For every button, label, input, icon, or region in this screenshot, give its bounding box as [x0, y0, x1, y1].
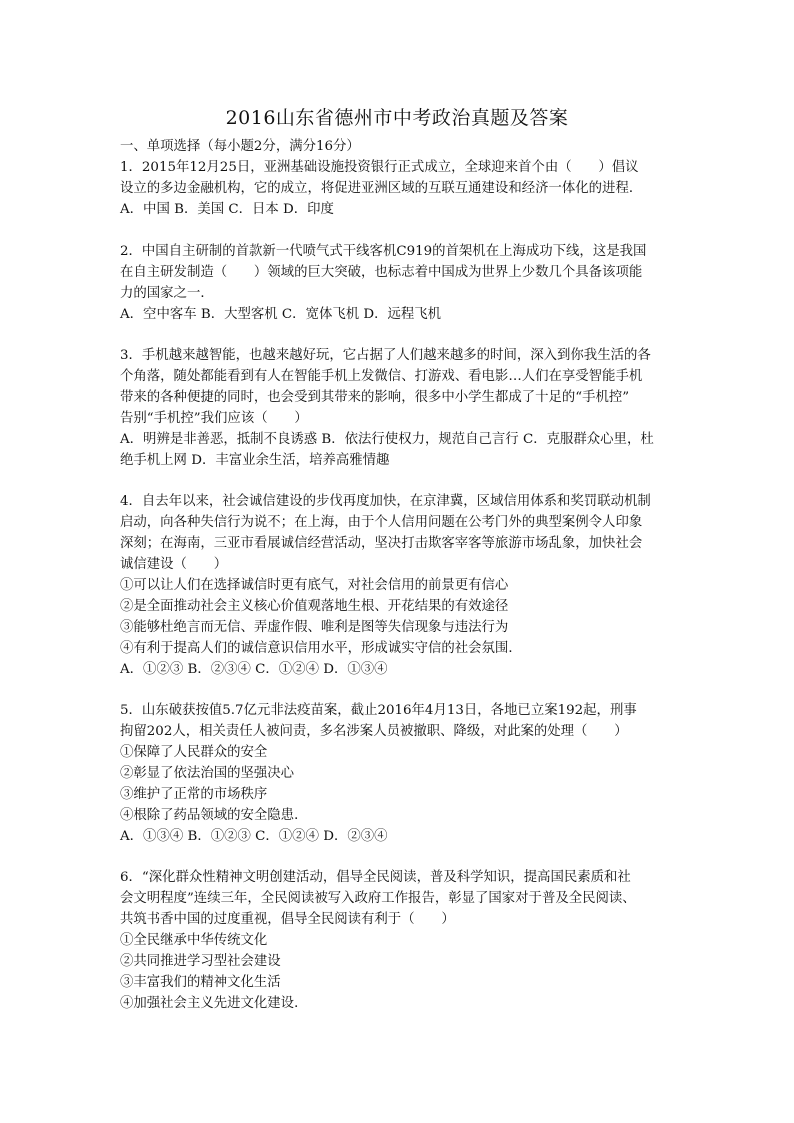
- section-heading: 一、单项选择（每小题2分，满分16分）: [120, 139, 360, 154]
- question-5-statement: ③维护了正常的市场秩序: [120, 787, 268, 802]
- question-3-options: 绝手机上网 D．丰富业余生活，培养高雅情趣: [120, 453, 390, 468]
- question-4-options: A．①②③ B．②③④ C．①②④ D．①③④: [120, 662, 388, 677]
- question-2-text: 在自主研发制造（ ）领域的巨大突破，也标志着中国成为世界上少数几个具备该项能: [120, 265, 643, 280]
- question-5-options: A．①③④ B．①②③ C．①②④ D．②③④: [120, 829, 388, 844]
- question-6-statement: ④加强社会主义先进文化建设．: [120, 996, 308, 1011]
- question-4-statement: ④有利于提高人们的诚信意识信用水平，形成诚实守信的社会氛围．: [120, 641, 522, 656]
- question-5-statement: ①保障了人民群众的安全: [120, 745, 268, 760]
- question-5-text: 拘留202人，相关责任人被问责，多名涉案人员被撤职、降级，对此案的处理（ ）: [120, 724, 628, 739]
- question-4-text: 启动，向各种失信行为说不；在上海，由于个人信用问题在公考门外的典型案例令人印象: [120, 515, 643, 530]
- question-2-text: 2．中国自主研制的首款新一代喷气式干线客机C919的首架机在上海成功下线，这是我国: [120, 244, 647, 259]
- question-1-text: 设立的多边金融机构，它的成立，将促进亚洲区域的互联互通建设和经济一体化的进程．: [120, 181, 643, 196]
- question-6-text: 6．“深化群众性精神文明创建活动，倡导全民阅读，普及科学知识，提高国民素质和社: [120, 870, 631, 885]
- question-6-statement: ②共同推进学习型社会建设: [120, 954, 281, 969]
- question-5-statement: ②彰显了依法治国的坚强决心: [120, 766, 295, 781]
- question-5-text: 5．山东破获按值5.7亿元非法疫苗案，截止2016年4月13日，各地已立案192起，刑事: [120, 703, 637, 718]
- question-4-text: 诚信建设（ ）: [120, 557, 228, 572]
- question-4-statement: ③能够杜绝言而无信、弄虚作假、唯利是图等失信现象与违法行为: [120, 620, 509, 635]
- page-title: 2016山东省德州市中考政治真题及答案: [225, 107, 569, 129]
- question-6-text: 共筑书香中国的过度重视，倡导全民阅读有利于（ ）: [120, 912, 455, 927]
- question-2-text: 力的国家之一．: [120, 286, 214, 301]
- question-4-statement: ①可以让人们在选择诚信时更有底气，对社会信用的前景更有信心: [120, 578, 509, 593]
- question-1-text: 1．2015年12月25日，亚洲基础设施投资银行正式成立，全球迎来首个由（ ）倡议: [120, 160, 639, 175]
- question-3-options: A．明辨是非善恶，抵制不良诱惑 B．依法行使权力，规范自己言行 C．克服群众心里，杜: [120, 432, 654, 447]
- question-6-statement: ①全民继承中华传统文化: [120, 933, 268, 948]
- question-1-options: A．中国 B．美国 C．日本 D．印度: [120, 202, 334, 217]
- question-4-text: 深刻；在海南，三亚市看展诚信经营活动，坚决打击欺客宰客等旅游市场乱象，加快社会: [120, 536, 643, 551]
- question-6-text: 会文明程度”连续三年，全民阅读被写入政府工作报告，彰显了国家对于普及全民阅读、: [120, 891, 636, 906]
- question-3-text: 告别“手机控”我们应该（ ）: [120, 411, 308, 426]
- question-3-text: 带来的各种便捷的同时，也会受到其带来的影响，很多中小学生都成了十足的“手机控”: [120, 390, 630, 405]
- question-5-statement: ④根除了药品领域的安全隐患．: [120, 808, 308, 823]
- question-3-text: 3．手机越来越智能，也越来越好玩，它占据了人们越来越多的时间，深入到你我生活的各: [120, 348, 651, 363]
- question-4-text: 4．自去年以来，社会诚信建设的步伐再度加快，在京津冀，区域信用体系和奖罚联动机制: [120, 494, 651, 509]
- question-3-text: 个角落，随处都能看到有人在智能手机上发微信、打游戏、看电影…人们在享受智能手机: [120, 369, 643, 384]
- question-6-statement: ③丰富我们的精神文化生活: [120, 975, 281, 990]
- question-4-statement: ②是全面推动社会主义核心价值观落地生根、开花结果的有效途径: [120, 599, 509, 614]
- question-2-options: A．空中客车 B．大型客机 C．宽体飞机 D．远程飞机: [120, 307, 442, 322]
